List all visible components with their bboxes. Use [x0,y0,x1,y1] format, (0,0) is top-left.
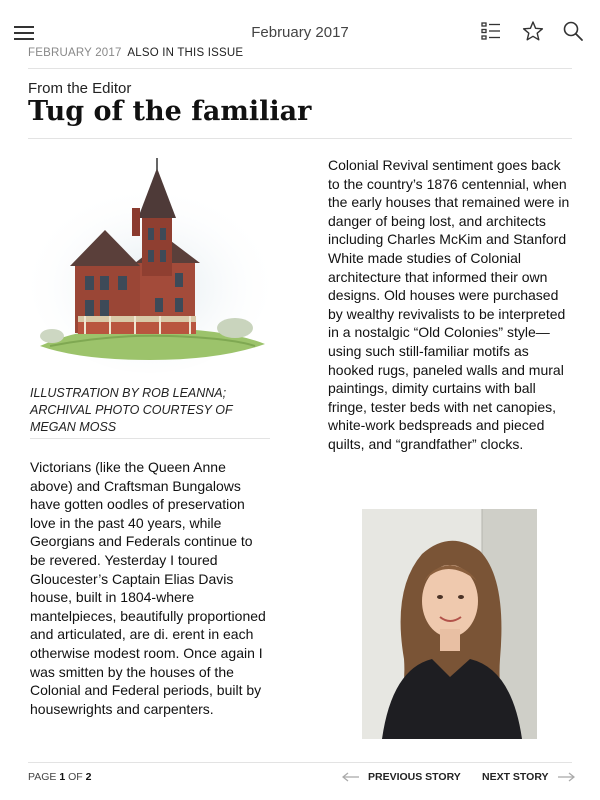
issue-title: February 2017 [251,24,349,41]
list-icon[interactable] [480,20,506,46]
article-body-left: Victorians (like the Queen Anne above) and Craftsman Bungalows have gotten oodles of preservation love in the past 40 years, while Georgians and Federals continue to be revered. Yesterday I toured Gloucester’s Captain Elias Davis house, built in 1804-where mantelpieces, beautifully proportioned and articulated, are di. erent in each otherwise modest room. Once again I was smitten by the houses of the Colonial and Federal periods, built by housewrights and carpenters. [30,459,266,717]
also-in-issue-link[interactable]: ALSO IN THIS ISSUE [127,47,244,59]
issue-link[interactable]: FEBRUARY 2017 [28,47,122,59]
article-headline: Tug of the familiar [28,96,312,127]
article-kicker: From the Editor [28,80,132,97]
divider [28,138,572,139]
footer-nav [0,768,600,788]
divider [28,68,572,69]
page-indicator: PAGE 1 OF 2 [28,771,92,783]
issue-sub-nav [28,47,243,59]
illustration-caption: ILLUSTRATION BY ROB LEANNA; ARCHIVAL PHOTO COURTESY OF MEGAN MOSS [30,386,233,434]
next-story-button[interactable] [482,768,575,786]
divider [30,438,270,439]
house-illustration [30,148,270,378]
divider [28,762,572,763]
arrow-right-icon [557,772,575,782]
next-story-label: NEXT STORY [482,771,549,783]
article-body-right: Colonial Revival sentiment goes back to the country’s 1876 centennial, when the early houses that remained were in danger of being lost, and architects including Charles McKim and Stanford White made studies of Colonial architecture that informed their own designs. Old houses were purchased by wealthy revivalists to be interpreted in a nostalgic “Old Colonies” style—using such still-familiar motifs as hooked rugs, paneled walls and mural paintings, dimity curtains with ball fringe, tester beds with net canopies, white-work bedspreads and pieced quilts, and “grandfather” clocks. [328,157,570,452]
editor-photo [362,509,537,739]
previous-story-button[interactable] [342,768,461,786]
star-icon[interactable] [522,20,548,46]
arrow-left-icon [342,772,360,782]
previous-story-label: PREVIOUS STORY [368,771,461,783]
search-icon[interactable] [562,20,588,46]
